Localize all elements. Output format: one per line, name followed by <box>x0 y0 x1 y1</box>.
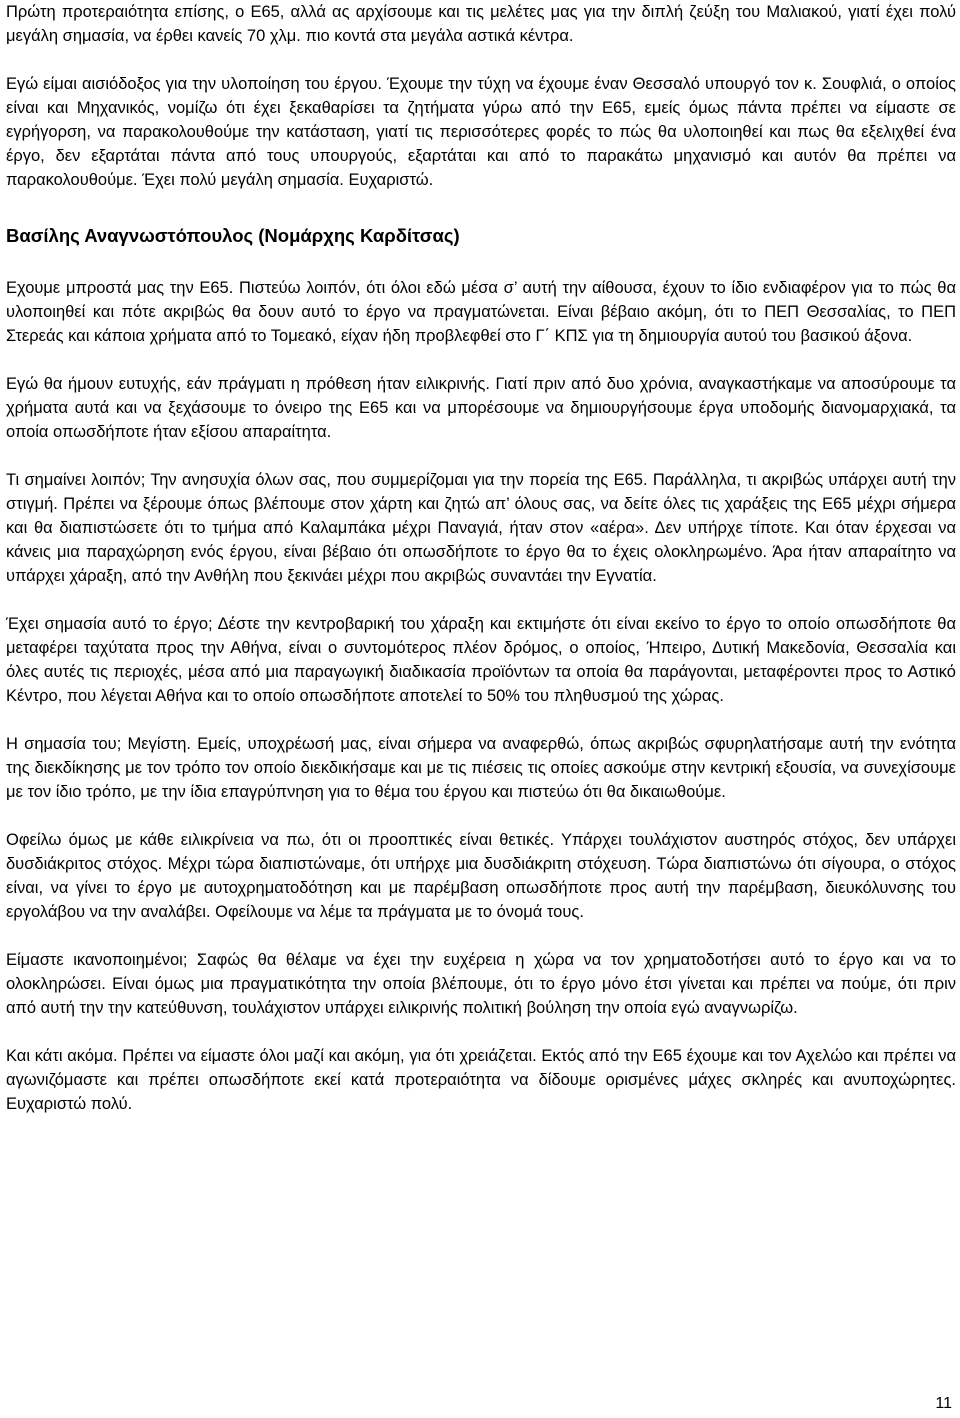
paragraph-spacer <box>6 444 956 468</box>
paragraph-e65-ahead: Εχουμε μπροστά μας την Ε65. Πιστεύω λοιπόν, ότι όλοι εδώ μέσα σ’ αυτή την αίθουσα, έχουν το ίδιο ενδιαφέρον για το πώς θα υλοποιηθεί και πότε ακριβώς θα δουν αυτό το έργο να πραγματώνεται. Είναι βέβαιο ακόμη, ότι το ΠΕΠ Θεσσαλίας, το ΠΕΠ Στερεάς και κάποια χρήματα από το Τομεακό, είχαν ήδη προβλεφθεί στο Γ΄ ΚΠΣ για τη δημιουργία αυτού του βασικού άξονα. <box>6 279 956 345</box>
paragraph-spacer <box>6 348 956 372</box>
paragraph-spacer <box>6 924 956 948</box>
paragraph-prospects: Οφείλω όμως με κάθε ειλικρίνεια να πω, ότι οι προοπτικές είναι θετικές. Υπάρχει τουλάχιστον αυστηρός στόχος, δεν υπάρχει δυσδιάκριτος στόχος. Μέχρι τώρα διαπιστώναμε, ότι υπήρχε μια δυσδιάκριτη στόχευση. Τώρα διαπιστώνω ότι σίγουρα, ο στόχος είναι, να γίνει το έργο με αυτοχρηματοδότηση και με παρέμβαση οπωσδήποτε προς αυτή την παρέμβαση, διευκόλυνσης του εργολάβου να την αναλάβει. Οφείλουμε να λέμε τα πράγματα με το όνομά τους. <box>6 831 956 921</box>
heading-spacer <box>6 192 956 224</box>
paragraph-satisfaction: Είμαστε ικανοποιημένοι; Σαφώς θα θέλαμε να έχει την ευχέρεια η χώρα να τον χρηματοδοτήσει αυτό το έργο και να το ολοκληρώσει. Είναι όμως μια πραγματικότητα την οποία βλέπουμε, ότι το έργο μόνο έτσι γίνεται και πρέπει να πούμε, ότι πριν από αυτή την την κατεύθυνση, τουλάχιστον υπάρχει ειλικρινής πολιτική βούληση την οποία εγώ αναγνωρίζω. <box>6 951 956 1017</box>
paragraph-spacer <box>6 708 956 732</box>
heading-spacer <box>6 248 956 276</box>
paragraph-spacer <box>6 1020 956 1044</box>
paragraph-closing: Και κάτι ακόμα. Πρέπει να είμαστε όλοι μαζί και ακόμη, για ότι χρειάζεται. Εκτός από την Ε65 έχουμε και τον Αχελώο και πρέπει να αγωνιζόμαστε και πρέπει οπωσδήποτε εκεί κατά προτεραιότητα να δίδουμε ορισμένες μάχες σκληρές και ανυποχώρητες. Ευχαριστώ πολύ. <box>6 1047 956 1113</box>
paragraph-optimism: Εγώ είμαι αισιόδοξος για την υλοποίηση του έργου. Έχουμε την τύχη να έχουμε έναν Θεσσαλό υπουργό τον κ. Σουφλιά, ο οποίος είναι και Μηχανικός, νομίζω ότι έχει ξεκαθαρίσει τα ζητήματα γύρω από την Ε65, εμείς όμως πάντα πρέπει να είμαστε σε εγρήγορση, να παρακολουθούμε την κατάσταση, γιατί τις περισσότερες φορές το πώς θα υλοποιηθεί και πως θα εξελιχθεί ένα έργο, δεν εξαρτάται πάντα από τους υπουργούς, εξαρτάται και από το παρακάτω μηχανισμό και αυτόν θα πρέπει να παρακολουθούμε. Έχει πολύ μεγάλη σημασία. Ευχαριστώ. <box>6 75 956 189</box>
document-page <box>6 0 956 1116</box>
paragraph-concern: Τι σημαίνει λοιπόν; Την ανησυχία όλων σας, που συμμερίζομαι για την πορεία της Ε65. Παράλληλα, τι ακριβώς υπάρχει αυτή την στιγμή. Πρέπει να ξέρουμε όπως βλέπουμε στον χάρτη και ζητώ απ’ όλους σας, να δείτε όλες τις χαράξεις της Ε65 μέχρι σήμερα και θα διαπιστώσετε ότι το τμήμα από Καλαμπάκα μέχρι Παναγιά, ήταν στον «αέρα». Δεν υπήρχε τίποτε. Και όταν έρχεσαι να κάνεις μια παραχώρηση ενός έργου, είναι βέβαιο ότι οπωσδήποτε το έργο θα το έχεις ολοκληρωμένο. Άρα ήταν απαραίτητο να υπάρχει χάραξη, από την Ανθήλη που ξεκινάει μέχρι που ακριβώς συναντάει την Εγνατία. <box>6 471 956 585</box>
paragraph-importance: Έχει σημασία αυτό το έργο; Δέστε την κεντροβαρική του χάραξη και εκτιμήστε ότι είναι εκείνο το έργο το οποίο οπωσδήποτε θα μεταφέρει ταχύτατα προς την Αθήνα, είναι ο συντομότερος πλέον δρόμος, ο οποίος, Ήπειρο, Δυτική Μακεδονία, Θεσσαλία και όλες αυτές τις περιοχές, μέσα από μια παραγωγική διαδικασία προϊόντων τα οποία θα παράγονται, μεταφέροντει προς το Αστικό Κέντρο, που λέγεται Αθήνα και το οποίο οπωσδήποτε αποτελεί το 50% του πληθυσμού της χώρας. <box>6 615 956 705</box>
paragraph-intro-priority: Πρώτη προτεραιότητα επίσης, ο Ε65, αλλά ας αρχίσουμε και τις μελέτες μας για την διπλή ζεύξη του Μαλιακού, γιατί έχει πολύ μεγάλη σημασία, να έρθει κανείς 70 χλμ. πιο κοντά στα μεγάλα αστικά κέντρα. <box>6 3 956 45</box>
paragraph-spacer <box>6 804 956 828</box>
page-number: 11 <box>935 1395 952 1412</box>
paragraph-sincerity: Εγώ θα ήμουν ευτυχής, εάν πράγματι η πρόθεση ήταν ειλικρινής. Γιατί πριν από δυο χρόνια, αναγκαστήκαμε να αποσύρουμε τα χρήματα αυτά και να ξεχάσουμε το όνειρο της Ε65 και να μπορέσουμε να δημιουργήσουμε έργα υποδομής διανομαρχιακά, τα οποία οπωσδήποτε ήταν εξίσου απαραίτητα. <box>6 375 956 441</box>
speaker-heading: Βασίλης Αναγνωστόπουλος (Νομάρχης Καρδίτσας) <box>6 225 460 246</box>
paragraph-spacer <box>6 588 956 612</box>
paragraph-significance: Η σημασία του; Μεγίστη. Εμείς, υποχρέωσή μας, είναι σήμερα να αναφερθώ, όπως ακριβώς σφυρηλατήσαμε αυτή την ενότητα της διεκδίκησης με τον τρόπο τον οποίο διεκδικήσαμε και με τις πιέσεις τις οποίες ασκούμε στην κεντρική εξουσία, να συνεχίσουμε με τον ίδιο τρόπο, με την ίδια επαγρύπνηση για το θέμα του έργου και πιστεύω ότι θα δικαιωθούμε. <box>6 735 956 801</box>
paragraph-spacer <box>6 48 956 72</box>
